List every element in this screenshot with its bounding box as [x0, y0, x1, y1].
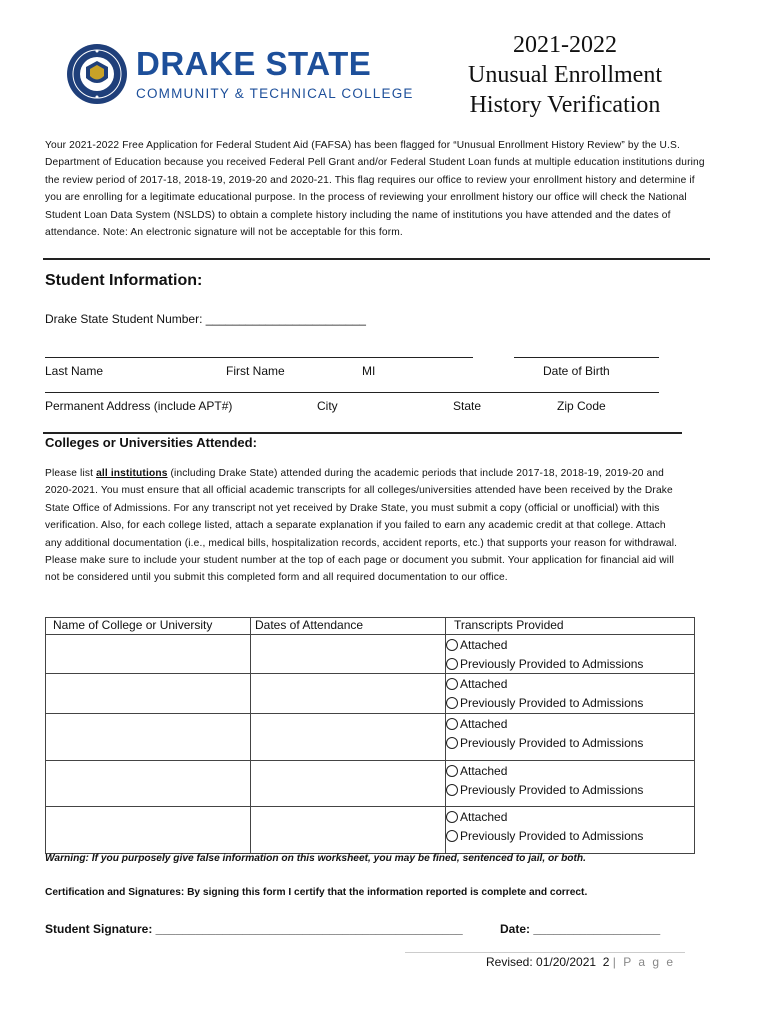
title-line-1: Unusual Enrollment — [468, 62, 662, 88]
name-line[interactable] — [45, 357, 473, 358]
college-name-cell[interactable] — [46, 674, 251, 714]
brand-name: DRAKE STATE — [136, 45, 372, 82]
college-name-cell[interactable] — [46, 714, 251, 761]
dates-cell[interactable] — [251, 635, 446, 674]
option-previous[interactable]: Previously Provided to Admissions — [446, 733, 694, 752]
warning-text: Warning: If you purposely give false information on this worksheet, you may be fined, sentenced to jail, or both. — [45, 853, 586, 864]
option-attached[interactable]: Attached — [446, 807, 694, 826]
student-number-field[interactable]: Drake State Student Number: ________________________ — [45, 312, 366, 326]
colleges-instructions: Please list all institutions (including Drake State) attended during the academic periods that include 2017-18, 2018-19, 2019-20 and 2020-2021. You must ensure that all official academic transcripts for all colleges/universities attended have been received by the Drake State Office of Admissions. For any transcript not yet received by Drake State, you must submit a copy (official or unofficial) with this verification. Also, for each college listed, attach a separate explanation if you failed to earn any academic credit at that college. Attach any additional documentation (i.e., medical bills, hospitalization records, accident reports, etc.) that supports your reason for withdrawal. Please make sure to include your student number at the top of each page or document you submit. Your application for financial aid will not be considered until you submit this completed form and all required documentation to our office. — [45, 468, 678, 584]
dob-line[interactable] — [514, 357, 659, 358]
college-seal-logo — [66, 43, 128, 105]
radio-icon[interactable] — [446, 811, 458, 823]
dates-cell[interactable] — [251, 714, 446, 761]
table-row — [46, 761, 695, 807]
title-year: 2021-2022 — [513, 32, 617, 58]
college-name-cell[interactable] — [46, 635, 251, 674]
radio-icon[interactable] — [446, 678, 458, 690]
option-previous[interactable]: Previously Provided to Admissions — [446, 826, 694, 845]
radio-icon[interactable] — [446, 697, 458, 709]
radio-icon[interactable] — [446, 737, 458, 749]
certification-text: Certification and Signatures: By signing this form I certify that the information reported is complete and correct. — [45, 887, 588, 898]
table-row — [46, 807, 695, 854]
radio-icon[interactable] — [446, 784, 458, 796]
page-number: 2 — [602, 955, 610, 969]
college-name-cell[interactable] — [46, 761, 251, 807]
table-row — [46, 674, 695, 714]
colleges-table — [45, 617, 695, 854]
page-word: | P a g e — [612, 955, 676, 969]
last-name-label: Last Name — [45, 364, 104, 378]
radio-icon[interactable] — [446, 765, 458, 777]
first-name-label: First Name — [226, 364, 285, 378]
revised-date: Revised: 01/20/2021 — [486, 955, 597, 969]
table-row — [46, 714, 695, 761]
option-attached[interactable]: Attached — [446, 635, 694, 654]
option-previous[interactable]: Previously Provided to Admissions — [446, 693, 694, 712]
option-attached[interactable]: Attached — [446, 674, 694, 693]
mi-label: MI — [362, 364, 376, 378]
address-label: Permanent Address (include APT#) — [45, 399, 233, 413]
section-divider — [43, 432, 682, 434]
city-label: City — [317, 399, 338, 413]
dob-label: Date of Birth — [543, 364, 610, 378]
radio-icon[interactable] — [446, 658, 458, 670]
col-header-transcripts: Transcripts Provided — [446, 618, 695, 635]
option-attached[interactable]: Attached — [446, 761, 694, 780]
dates-cell[interactable] — [251, 674, 446, 714]
zip-label: Zip Code — [557, 399, 606, 413]
table-row — [46, 635, 695, 674]
college-name-cell[interactable] — [46, 807, 251, 854]
student-info-heading: Student Information: — [45, 272, 203, 289]
option-previous[interactable]: Previously Provided to Admissions — [446, 780, 694, 799]
dates-cell[interactable] — [251, 807, 446, 854]
radio-icon[interactable] — [446, 639, 458, 651]
option-previous[interactable]: Previously Provided to Admissions — [446, 654, 694, 673]
title-line-2: History Verification — [469, 92, 661, 118]
state-label: State — [453, 399, 482, 413]
radio-icon[interactable] — [446, 830, 458, 842]
colleges-heading: Colleges or Universities Attended: — [45, 435, 257, 450]
student-signature-field[interactable]: Student Signature: ______________________________________________ — [45, 922, 463, 936]
radio-icon[interactable] — [446, 718, 458, 730]
col-header-name: Name of College or University — [46, 618, 251, 635]
footer — [486, 955, 675, 969]
col-header-dates: Dates of Attendance — [251, 618, 446, 635]
section-divider — [43, 258, 710, 260]
address-line[interactable] — [45, 392, 659, 393]
intro-paragraph: Your 2021-2022 Free Application for Federal Student Aid (FAFSA) has been flagged for “Unusual Enrollment History Review” by the U.S. Department of Education because you received Federal Pell Grant and/or Federal Student Loan funds at multiple education institutions during the review period of 2017-18, 2018-19, 2019-20 and 2020-21. This flag requires our office to review your enrollment history and determine if you are enrolling for a legitimate educational purpose. In the process of reviewing your enrollment history our office will check the National Student Loan Data System (NSLDS) to obtain a complete history including the name of institutions you have attended and the dates of attendance. Note: An electronic signature will not be acceptable for this form. — [45, 140, 705, 239]
dates-cell[interactable] — [251, 761, 446, 807]
footer-divider — [405, 952, 685, 953]
date-field[interactable]: Date: ___________________ — [500, 922, 661, 936]
brand-subtitle: COMMUNITY & TECHNICAL COLLEGE — [136, 86, 414, 101]
option-attached[interactable]: Attached — [446, 714, 694, 733]
